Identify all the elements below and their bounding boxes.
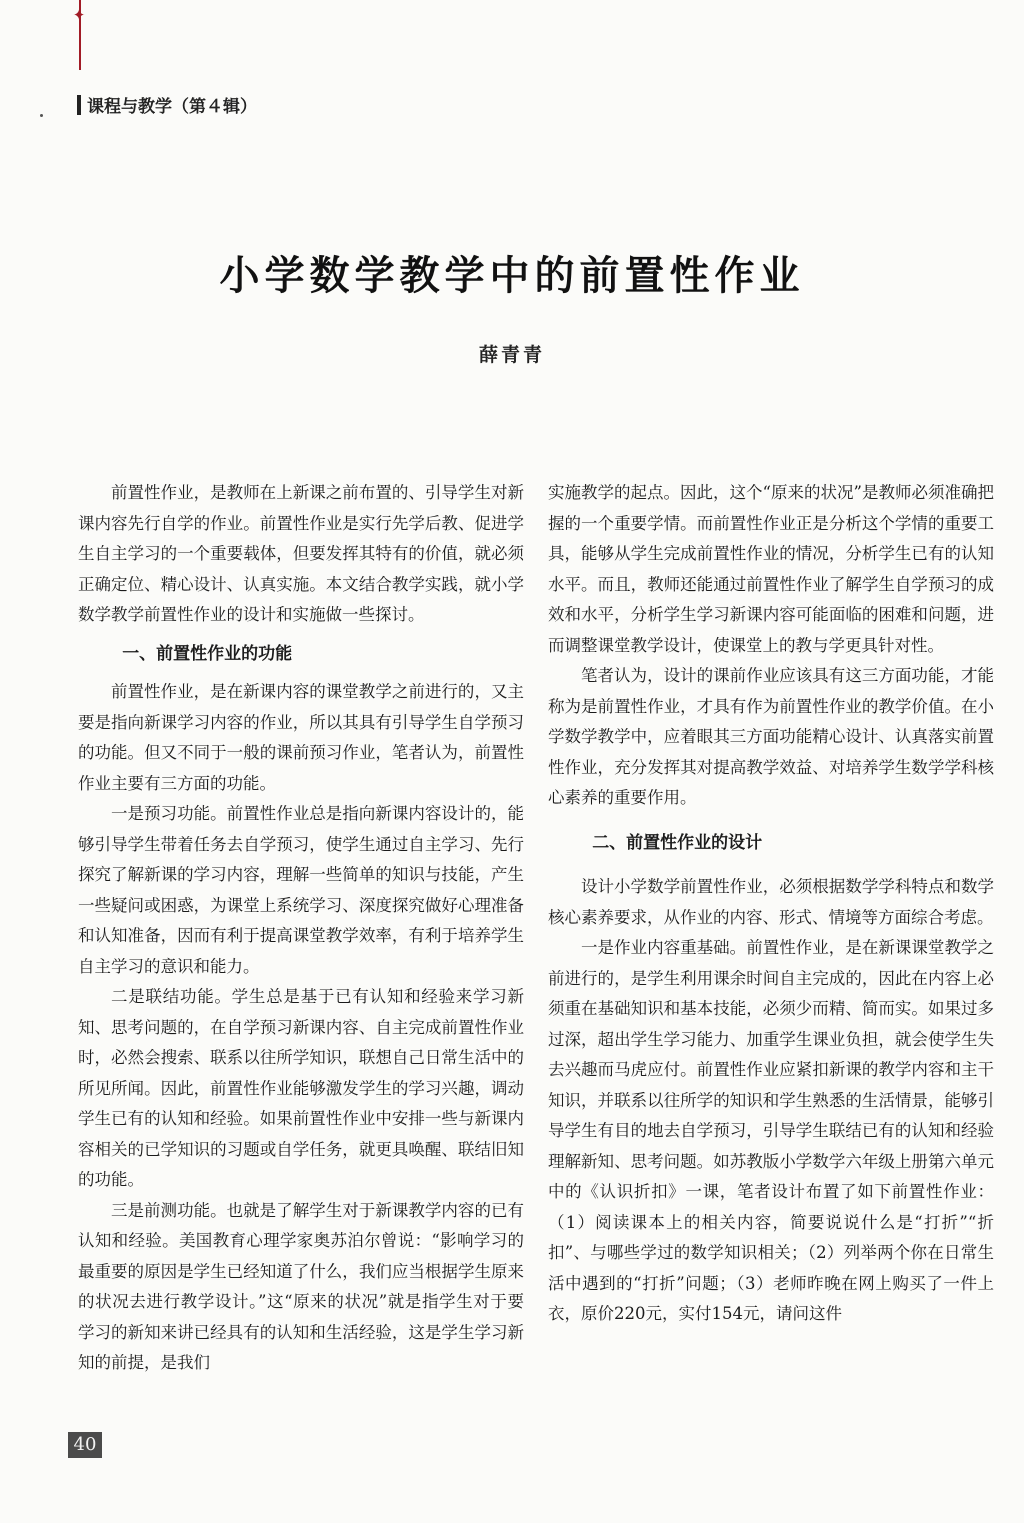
stray-dot bbox=[40, 114, 43, 117]
article-author: 薛青青 bbox=[478, 344, 545, 366]
running-header bbox=[77, 92, 257, 117]
paragraph: 二是联结功能。学生总是基于已有认知和经验来学习新知、思考问题的，在自学预习新课内容、自主完成前置性作业时，必然会搜索、联系以往所学知识，联想自己日常生活中的所见所闻。因此，前置性作业能够激发学生的学习兴趣，调动学生已有的认知和经验。如果前置性作业中安排一些与新课内容相关的已学知识的习题或自学任务，就更具唤醒、联结旧知的功能。 bbox=[78, 987, 524, 1189]
paragraph: 三是前测功能。也就是了解学生对于新课教学内容的已有认知和经验。美国教育心理学家奥苏泊尔曾说：“影响学习的最重要的原因是学生已经知道了什么，我们应当根据学生原来的状况去进行教学设计。”这“原来的状况”就是指学生对于要学习的新知来讲已经具有的认知和生活经验，这是学生学习新知的前提，是我们 bbox=[78, 1200, 524, 1372]
paragraph: 笔者认为，设计的课前作业应该具有这三方面功能，才能称为是前置性作业，才具有作为前置性作业的教学价值。在小学数学教学中，应着眼其三方面功能精心设计、认真落实前置性作业，充分发挥其对提高教学效益、对培养学生数学学科核心素养的重要作用。 bbox=[548, 666, 994, 807]
right-column bbox=[548, 478, 994, 1330]
article-title: 小学数学教学中的前置性作业 bbox=[219, 253, 805, 299]
paragraph: 一是作业内容重基础。前置性作业，是在新课课堂教学之前进行的，是学生利用课余时间自主完成的，因此在内容上必须重在基础知识和基本技能，必须少而精、简而实。如果过多过深，超出学生学习能力、加重学生课业负担，就会使学生失去兴趣而马虎应付。前置性作业应紧扣新课的教学内容和主干知识，并联系以往所学的知识和学生熟悉的生活情景，能够引导学生有目的地去自学预习，引导学生联结已有的认知和经验理解新知、思考问题。如苏教版小学数学六年级上册第六单元中的《认识折扣》一课，笔者设计布置了如下前置性作业：（1）阅读课本上的相关内容，简要说说什么是“打折”“折扣”、与哪些学过的数学知识相关；（2）列举两个你在日常生活中遇到的“打折”问题；（3）老师昨晚在网上购买了一件上衣，原价220元，实付154元，请问这件 bbox=[548, 938, 994, 1323]
paragraph: 前置性作业，是教师在上新课之前布置的、引导学生对新课内容先行自学的作业。前置性作业是实行先学后教、促进学生自主学习的一个重要载体，但要发挥其特有的价值，就必须正确定位、精心设计、认真实施。本文结合教学实践，就小学数学教学前置性作业的设计和实施做一些探讨。 bbox=[78, 483, 524, 624]
ornament-flourish-icon: ✦ bbox=[72, 6, 86, 24]
paragraph: 前置性作业，是在新课内容的课堂教学之前进行的，又主要是指向新课学习内容的作业，所以其具有引导学生自学预习的功能。但又不同于一般的课前预习作业，笔者认为，前置性作业主要有三方面的功能。 bbox=[78, 682, 524, 793]
header-bar-icon bbox=[77, 95, 81, 115]
journal-name: 课程与教学（第４辑） bbox=[87, 97, 257, 117]
paragraph: 设计小学数学前置性作业，必须根据数学学科特点和数学核心素养要求，从作业的内容、形式、情境等方面综合考虑。 bbox=[548, 877, 994, 927]
left-column bbox=[78, 478, 524, 1379]
section-heading: 一、前置性作业的功能 bbox=[122, 643, 293, 664]
paragraph: 一是预习功能。前置性作业总是指向新课内容设计的，能够引导学生带着任务去自学预习，使学生通过自主学习、先行探究了解新课的学习内容，理解一些简单的知识与技能，产生一些疑问或困惑，为课堂上系统学习、深度探究做好心理准备和认知准备，因而有利于提高课堂教学效率，有利于培养学生自主学习的意识和能力。 bbox=[78, 804, 524, 976]
section-heading: 二、前置性作业的设计 bbox=[592, 832, 763, 853]
page-number: 40 bbox=[68, 1432, 102, 1458]
paragraph-continued: 实施教学的起点。因此，这个“原来的状况”是教师必须准确把握的一个重要学情。而前置性作业正是分析这个学情的重要工具，能够从学生完成前置性作业的情况，分析学生已有的认知水平。而且，教师还能通过前置性作业了解学生自学预习的成效和水平，分析学生学习新课内容可能面临的困难和问题，进而调整课堂教学设计，使课堂上的教与学更具针对性。 bbox=[548, 483, 994, 655]
